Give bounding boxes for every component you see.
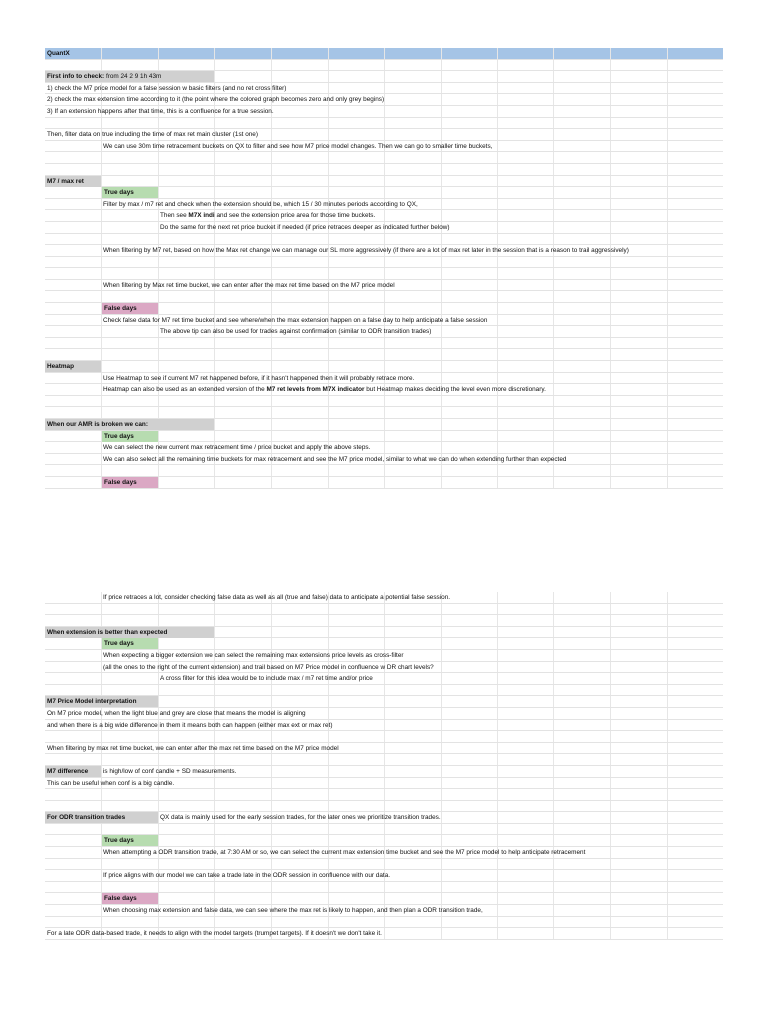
section-header-m7: M7 / max ret — [47, 177, 84, 185]
true-days-label: True days — [104, 432, 134, 440]
first-info-time: from 24 2 9 1h 43m — [104, 73, 162, 81]
difference-line-2: This can be useful when conf is a big candle. — [47, 779, 175, 787]
section-header-extension: When extension is better than expected — [47, 628, 168, 636]
amr-line-1: We can select the new current max retracement time / price bucket and apply the above steps. — [103, 444, 371, 452]
section-m7-max-ret — [45, 176, 723, 188]
section-amr — [45, 419, 723, 431]
m7-filter-by: Filter by max / m7 ret and check when the extension should be, which 15 / 30 minutes periods according to QX, — [103, 200, 418, 208]
step-1: 1) check the M7 price model for a false session w basic filters (and no ret cross filter) — [47, 84, 287, 92]
odr-line-2: If price aligns with our model we can take a trade late in the ODR session in confluence with our data. — [103, 872, 391, 880]
step-3: 3) If an extension happens after that time, this is a confluence for a true session. — [47, 107, 274, 115]
m7-tip: The above tip can also be used for trades against confirmation (similar to ODR transition trades) — [160, 328, 432, 336]
section-extension — [45, 627, 723, 639]
m7x-indi-name: M7X indi — [188, 212, 215, 220]
m7-when-max-ret: When filtering by Max ret time bucket, we can enter after the max ret time based on the M7 price model — [103, 281, 395, 289]
section-m7-difference — [45, 766, 723, 778]
time-bucket-note: We can use 30m time retracement buckets on QX to filter and see how M7 price model changes. Then we can go to smaller time buckets, — [103, 142, 493, 150]
section-heatmap — [45, 361, 723, 373]
interp-line-1: On M7 price model, when the light blue and grey are close that means the model is aligning — [47, 709, 306, 717]
false-days-label: False days — [104, 305, 137, 313]
interp-line-3: When filtering by max ret time bucket, we can enter after the max ret time based on the M7 price model — [47, 744, 339, 752]
heatmap-line-1: Use Heatmap to see if current M7 ret happened before, if it hasn't happened then it will probably retrace more. — [103, 374, 415, 382]
difference-line-1: is high/low of conf candle + SD measurements. — [103, 767, 237, 775]
amr-line-2: We can also select all the remaining time buckets for max retracement and see the M7 price model, similar to what we can do when extending further than expected — [103, 455, 567, 463]
first-info-label: First info to check: — [47, 73, 105, 81]
interp-line-2: and when there is a big wide difference in them it means both can happen (either max ext or max ret) — [47, 721, 333, 729]
section-odr — [45, 812, 723, 824]
title-row — [45, 48, 723, 60]
false-days-label: False days — [104, 478, 137, 486]
extension-line-2: (all the ones to the right of the current extension) and trail based on M7 Price model in confluence w DR chart levels? — [103, 663, 434, 671]
sheet-page-1 — [45, 48, 723, 489]
section-header-heatmap: Heatmap — [47, 363, 74, 371]
section-header-amr: When our AMR is broken we can: — [47, 421, 148, 428]
m7-when-m7-ret: When filtering by M7 ret, based on how the Max ret change we can manage our SL more aggressively (if there are a lot of max ret later in the session that is a reason to trail aggressively) — [103, 247, 629, 255]
extension-line-1: When expecting a bigger extension we can select the remaining max extensions price levels as cross-filter — [103, 651, 404, 659]
m7-then-see: Then see M7X indi and see the extension price area for those time buckets. — [160, 212, 376, 220]
m7x-levels-name: M7 ret levels from M7X indicator — [266, 386, 365, 394]
section-header-interpretation: M7 Price Model interpretation — [47, 698, 137, 706]
step-2: 2) check the max extension time according to it (the point where the colored graph becomes zero and only grey begins) — [47, 96, 385, 104]
m7-do-same: Do the same for the next ret price bucket if needed (if price retraces deeper as indicated further below) — [160, 223, 450, 231]
sheet-title: QuantX — [47, 50, 70, 57]
m7-check-false: Check false data for M7 ret time bucket and see where/when the max extension happen on a false day to help anticipate a false session — [103, 316, 488, 324]
section-header-odr: For ODR transition trades — [47, 814, 126, 822]
false-days-label: False days — [104, 895, 137, 903]
true-days-label: True days — [104, 640, 134, 648]
extension-line-3: A cross filter for this idea would be to include max / m7 ret time and/or price — [160, 675, 373, 683]
section-interpretation — [45, 696, 723, 708]
sheet-page-2 — [45, 592, 723, 940]
first-info-row — [45, 71, 723, 83]
section-header-m7-difference: M7 difference — [47, 767, 89, 775]
odr-description: QX data is mainly used for the early session trades, for the later ones we prioritize transition trades. — [160, 814, 441, 822]
true-days-label: True days — [104, 837, 134, 845]
heatmap-line-2: Heatmap can also be used as an extended version of the M7 ret levels from M7X indicator but Heatmap makes deciding the level even more discretionary. — [103, 386, 546, 394]
filter-note: Then, filter data on true including the time of max ret main cluster (1st one) — [47, 131, 258, 139]
odr-line-4: For a late ODR data-based trade, it needs to align with the model targets (trumpet targets). If it doesn't we don't take it. — [47, 930, 382, 938]
odr-line-1: When attempting a ODR transition trade, at 7:30 AM or so, we can select the current max extension time bucket and see the M7 price model to help anticipate retracement — [103, 849, 586, 857]
odr-line-3: When choosing max extension and false data, we can see where the max ret is likely to happen, and then plan a ODR transition trade, — [103, 907, 483, 915]
true-days-label: True days — [104, 189, 134, 197]
retrace-note: If price retraces a lot, consider checking false data as well as all (true and false) data to anticipate a potential false session. — [103, 594, 451, 601]
